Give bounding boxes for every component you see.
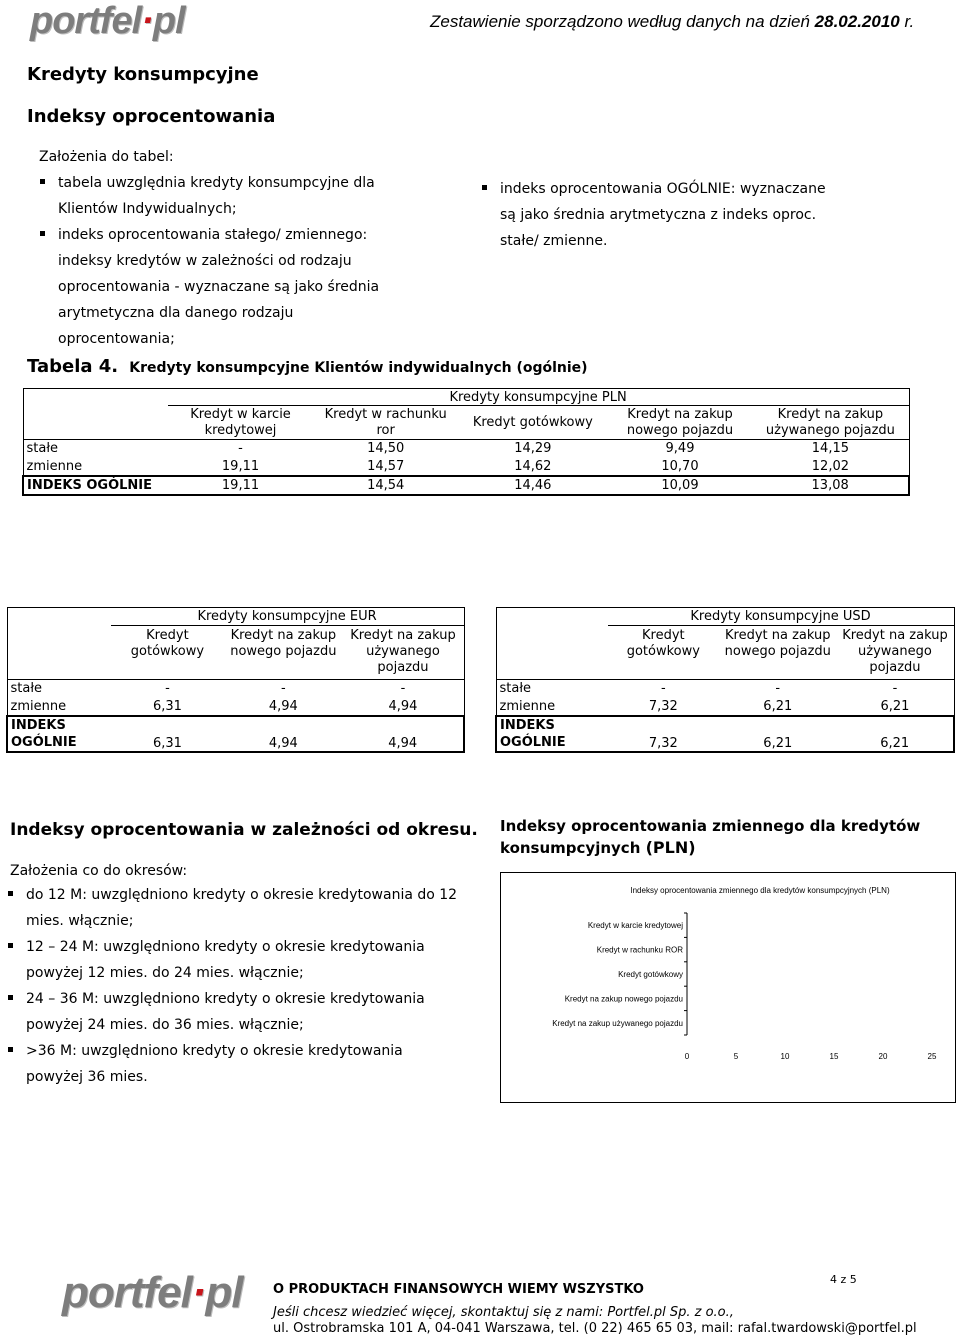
column-header: Kredyt na zakup używanego pojazdu	[752, 406, 909, 440]
column-header: Kredyt na zakup używanego pojazdu	[342, 626, 464, 680]
column-header: Kredyt gotówkowy	[130, 628, 205, 659]
list-item: tabela uwzględnia kredyty konsumpcyjne dla Klientów Indywidualnych;	[38, 170, 398, 222]
logo-tld: pl	[152, 0, 185, 42]
column-header: Kredyt na zakup nowego pojazdu	[724, 628, 831, 659]
x-tick-label: 25	[927, 1052, 937, 1061]
category-label: Kredyt gotówkowy	[618, 970, 683, 979]
table-row: zmienne 7,32 6,21 6,21	[496, 698, 954, 716]
period-title: Indeksy oprocentowania w zależności od okresu.	[10, 820, 478, 840]
logo-text: portfel	[62, 1268, 192, 1317]
footer-contact-line2: ul. Ostrobramska 101 A, 04-041 Warszawa, tel. (0 22) 465 65 03, mail: rafal.twardowski@portfel.pl	[273, 1321, 917, 1336]
column-header: Kredyt gotówkowy	[626, 628, 700, 659]
column-header: Kredyt na zakup nowego pojazdu	[230, 628, 337, 659]
period-list	[6, 882, 458, 1090]
list-item: indeks oprocentowania stałego/ zmiennego: indeksy kredytów w zależności od rodzaju oprocentowania - wyznaczane są jako średnia arytmetyczna dla danego rodzaju oprocentowania;	[38, 222, 398, 352]
page-number: 4 z 5	[830, 1273, 857, 1286]
table-row: stałe - 14,50 14,29 9,49 14,15	[23, 440, 909, 458]
table-row: zmienne 6,31 4,94 4,94	[7, 698, 464, 716]
list-item: 12 – 24 M: uwzględniono kredyty o okresie kredytowania powyżej 12 mies. do 24 mies. włącznie;	[6, 934, 458, 986]
footer-slogan: O PRODUKTACH FINANSOWYCH WIEMY WSZYSTKO	[273, 1282, 644, 1297]
table4-title: Kredyty konsumpcyjne Klientów indywidualnych (ogólnie)	[129, 360, 588, 376]
x-tick-label: 10	[780, 1052, 790, 1061]
table-row: stałe - - -	[496, 680, 954, 698]
column-header: Kredyt gotówkowy	[472, 415, 593, 430]
logo-text: portfel	[30, 0, 142, 42]
footer-contact-line1: Jeśli chcesz wiedzieć więcej, skontaktuj się z nami: Portfel.pl Sp. z o.o.,	[273, 1305, 734, 1320]
header-logo	[30, 0, 185, 43]
assumptions-left-list	[38, 170, 398, 352]
chart-section-title: Indeksy oprocentowania zmiennego dla kredytów konsumpcyjnych (PLN)	[500, 817, 921, 857]
eur-group-header: Kredyty konsumpcyjne EUR	[111, 608, 464, 626]
table-row-total: INDEKS OGÓLNIE 6,31 4,94 4,94	[7, 716, 464, 752]
list-item: >36 M: uwzględniono kredyty o okresie kredytowania powyżej 36 mies.	[6, 1038, 458, 1090]
list-item: 24 – 36 M: uwzględniono kredyty o okresie kredytowania powyżej 24 mies. do 36 mies. włącznie;	[6, 986, 458, 1038]
x-tick-label: 20	[878, 1052, 888, 1061]
category-label: Kredyt w rachunku ROR	[596, 945, 683, 955]
table4	[22, 388, 910, 496]
page-subtitle: Indeksy oprocentowania	[27, 106, 276, 127]
x-tick-label: 15	[829, 1052, 839, 1061]
table4-group-header: Kredyty konsumpcyjne PLN	[168, 389, 909, 406]
column-header: Kredyt w karcie kredytowej	[190, 406, 291, 438]
period-heading: Założenia co do okresów:	[10, 863, 188, 879]
column-header: Kredyt na zakup nowego pojazdu	[626, 406, 734, 438]
table-eur	[6, 607, 465, 753]
category-label: Kredyt na zakup używanego pojazdu	[552, 1018, 683, 1028]
x-tick-label: 0	[684, 1052, 690, 1061]
table-row-total: INDEKS OGÓLNIE 19,11 14,54 14,46 10,09 13,08	[23, 476, 909, 495]
usd-group-header: Kredyty konsumpcyjne USD	[608, 608, 954, 626]
table-row-total: INDEKS OGÓLNIE 7,32 6,21 6,21	[496, 716, 954, 752]
table-row: stałe - - -	[7, 680, 464, 698]
table-usd	[495, 607, 955, 753]
column-header: Kredyt w rachunku ror	[324, 406, 447, 438]
category-label: Kredyt na zakup nowego pojazdu	[564, 994, 683, 1004]
x-tick-label: 5	[733, 1052, 739, 1061]
column-header: Kredyt na zakup używanego pojazdu	[836, 626, 954, 680]
table-row: zmienne 19,11 14,57 14,62 10,70 12,02	[23, 458, 909, 476]
assumptions-heading: Założenia do tabel:	[39, 149, 174, 165]
date-value: 28.02.2010	[814, 12, 900, 31]
page-title: Kredyty konsumpcyjne	[27, 64, 259, 85]
chart	[500, 872, 956, 1103]
assumptions-right-list	[480, 176, 840, 254]
chart-title: Indeksy oprocentowania zmiennego dla kredytów konsumpcyjnych (PLN)	[630, 886, 890, 895]
report-date: Zestawienie sporządzono według danych na dzień 28.02.2010 r.	[430, 12, 915, 31]
list-item: do 12 M: uwzględniono kredyty o okresie kredytowania do 12 mies. włącznie;	[6, 882, 458, 934]
footer-logo	[62, 1268, 243, 1318]
table4-number: Tabela 4.	[27, 356, 119, 377]
logo-dot: ·	[191, 1268, 206, 1317]
table4-caption	[27, 356, 588, 377]
list-item: indeks oprocentowania OGÓLNIE: wyznaczane są jako średnia arytmetyczna z indeks oproc. stałe/ zmienne.	[480, 176, 840, 254]
category-label: Kredyt w karcie kredytowej	[587, 921, 683, 931]
logo-dot: ·	[141, 0, 153, 42]
logo-tld: pl	[205, 1268, 243, 1317]
